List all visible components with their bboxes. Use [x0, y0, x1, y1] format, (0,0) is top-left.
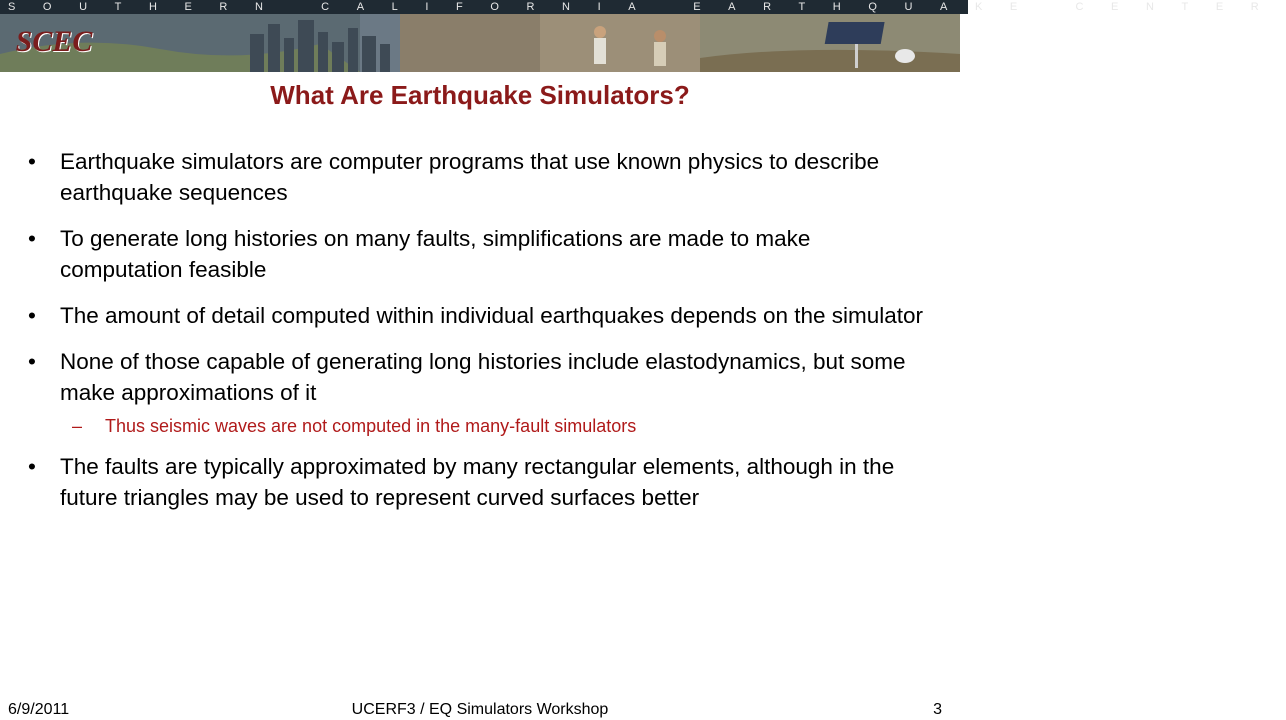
header-banner — [0, 0, 1286, 72]
bullet-marker: • — [28, 226, 36, 251]
bullet-item — [28, 346, 928, 408]
banner-photo-collage — [0, 14, 960, 72]
bullet-text: To generate long histories on many faults, simplifications are made to make computation feasible — [60, 226, 811, 282]
bullet-text: The faults are typically approximated by many rectangular elements, although in the future triangles may be used to represent curved surfaces better — [60, 454, 895, 510]
slide-footer — [0, 700, 960, 720]
bullet-list — [28, 146, 928, 528]
bullet-item — [28, 146, 928, 208]
banner-title: SOUTHERN CALIFORNIA EARTHQUAKE CENTER — [0, 0, 968, 14]
sub-bullet-marker: – — [72, 416, 83, 436]
scec-logo: SCEC — [15, 25, 93, 58]
sub-bullet-item — [28, 414, 928, 438]
bullet-marker: • — [28, 454, 36, 479]
footer-date: 6/9/2011 — [8, 701, 70, 718]
page-number: 3 — [933, 701, 942, 718]
bullet-item — [28, 451, 928, 513]
bullet-text: The amount of detail computed within individual earthquakes depends on the simulator — [60, 303, 924, 328]
bullet-text: None of those capable of generating long histories include elastodynamics, but some make approximations of it — [60, 349, 906, 405]
slide-title: What Are Earthquake Simulators? — [270, 80, 690, 110]
bullet-text: Earthquake simulators are computer programs that use known physics to describe earthquake sequences — [60, 149, 880, 205]
bullet-marker: • — [28, 349, 36, 374]
bullet-item — [28, 300, 928, 331]
bullet-marker: • — [28, 149, 36, 174]
footer-title: UCERF3 / EQ Simulators Workshop — [351, 701, 609, 718]
sub-bullet-text: Thus seismic waves are not computed in the many-fault simulators — [105, 416, 637, 436]
bullet-marker: • — [28, 303, 36, 328]
bullet-item — [28, 223, 928, 285]
